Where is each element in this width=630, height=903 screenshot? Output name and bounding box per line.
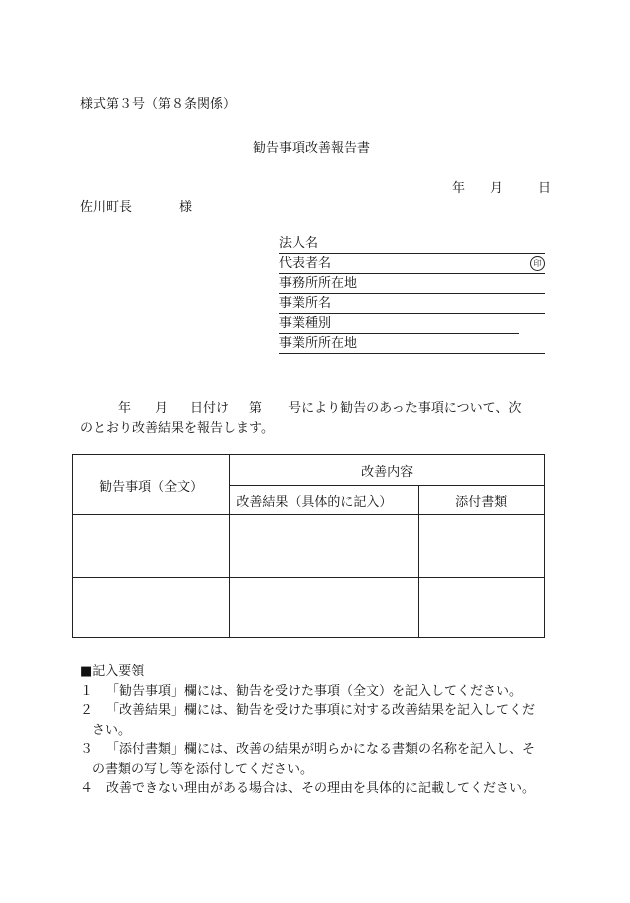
attachments-cell[interactable] <box>418 578 544 638</box>
list-item: ４ 改善できない理由がある場合は、その理由を具体的に記載してください。 <box>80 781 536 796</box>
list-item: ３ 「添付書類」欄には、改善の結果が明らかになる書類の名称を記入し、そ <box>80 742 536 757</box>
para-dated: 日付け <box>190 401 230 416</box>
date-year-label: 年 <box>452 181 466 196</box>
office-location-label: 事務所所在地 <box>279 276 358 291</box>
addressee-honorific: 様 <box>179 200 193 215</box>
seal-mark-icon: 印 <box>530 256 545 271</box>
col-result-header: 改善結果（具体的に記入） <box>230 486 418 515</box>
corporation-label: 法人名 <box>279 236 319 251</box>
date-month-label: 月 <box>490 181 504 196</box>
improvement-table <box>72 454 545 638</box>
business-type-field[interactable] <box>279 315 519 334</box>
business-name-field[interactable] <box>279 295 545 314</box>
table-row <box>73 578 545 638</box>
result-cell[interactable] <box>230 578 418 638</box>
attachments-cell[interactable] <box>418 515 544 578</box>
business-location-label: 事業所所在地 <box>279 336 358 351</box>
result-cell[interactable] <box>230 515 418 578</box>
report-paragraph-line1 <box>80 397 552 416</box>
date-day-label: 日 <box>538 181 552 196</box>
business-name-label: 事業所名 <box>279 296 332 311</box>
addressee <box>80 196 192 215</box>
list-item-continuation: さい。 <box>92 722 132 738</box>
table-row <box>73 515 545 578</box>
representative-label: 代表者名 <box>279 256 332 271</box>
recommendation-cell[interactable] <box>73 578 230 638</box>
business-type-label: 事業種別 <box>279 316 332 331</box>
list-item: ２ 「改善結果」欄には、勧告を受けた事項に対する改善結果を記入してくだ <box>80 703 536 718</box>
date-line <box>452 177 551 196</box>
list-item: １ 「勧告事項」欄には、勧告を受けた事項（全文）を記入してください。 <box>80 683 523 699</box>
col-attachments-header: 添付書類 <box>418 486 544 515</box>
para-dai: 第 <box>249 401 263 416</box>
business-location-field[interactable] <box>279 335 545 354</box>
instructions <box>80 662 535 799</box>
form-number: 様式第３号（第８条関係） <box>80 97 237 112</box>
instructions-heading: ■記入要領 <box>80 664 145 679</box>
addressee-name: 佐川町長 <box>80 200 133 215</box>
office-location-field[interactable] <box>279 275 545 294</box>
col-recommendation-header: 勧告事項（全文） <box>73 455 230 515</box>
corporation-field[interactable] <box>279 235 545 254</box>
para-month: 月 <box>155 401 169 416</box>
improvement-content-header: 改善内容 <box>230 455 545 486</box>
representative-field[interactable] <box>279 255 545 274</box>
para-rest: 号により勧告のあった事項について、次 <box>288 401 522 416</box>
list-item-continuation: の書類の写し等を添付してください。 <box>92 761 314 777</box>
report-paragraph-line2: のとおり改善結果を報告します。 <box>80 421 274 436</box>
recommendation-cell[interactable] <box>73 515 230 578</box>
para-year: 年 <box>118 401 132 416</box>
document-title: 勧告事項改善報告書 <box>253 141 371 156</box>
